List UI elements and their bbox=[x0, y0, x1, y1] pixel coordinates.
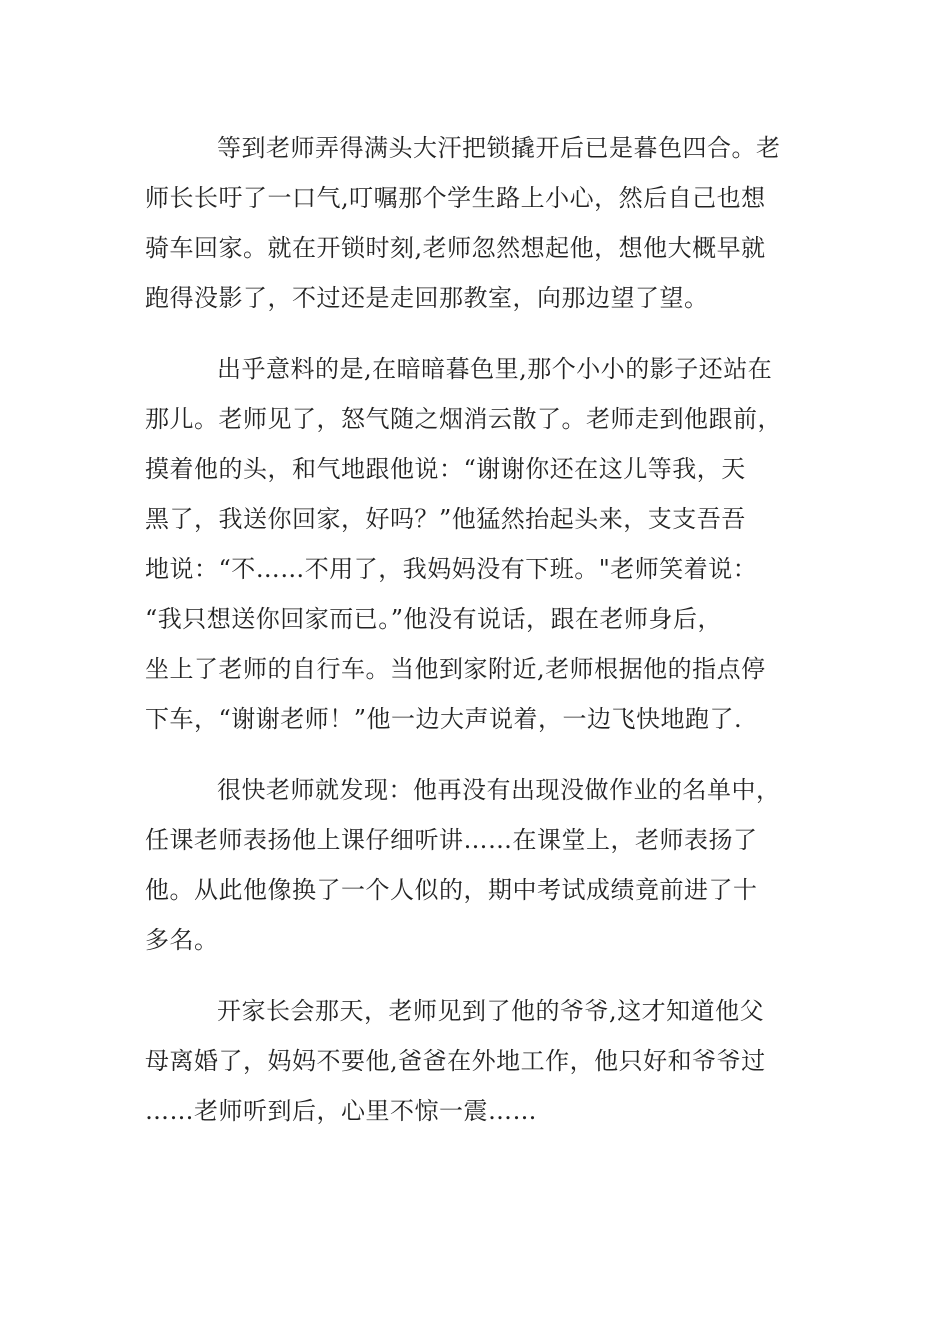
paragraph-line: “我只想送你回家而已。”他没有说话，跟在老师身后， bbox=[145, 605, 723, 633]
paragraph-line: 黑了，我送你回家，好吗？”他猛然抬起头来，支支吾吾 bbox=[145, 505, 746, 533]
paragraph-line: 很快老师就发现：他再没有出现没做作业的名单中， bbox=[217, 776, 781, 804]
paragraph-line: 坐上了老师的自行车。当他到家附近,老师根据他的指点停 bbox=[145, 655, 766, 683]
paragraph-line: 他。从此他像换了一个人似的，期中考试成绩竟前进了十 bbox=[145, 876, 758, 904]
paragraph-line: 多名。 bbox=[145, 926, 219, 954]
paragraph-line: 等到老师弄得满头大汗把锁撬开后已是暮色四合。老 bbox=[217, 134, 781, 162]
paragraph-line: 任课老师表扬他上课仔细听讲……在课堂上，老师表扬了 bbox=[145, 826, 758, 854]
paragraph-line: ……老师听到后，心里不惊一震…… bbox=[145, 1097, 537, 1125]
paragraph-line: 那儿。老师见了，怒气随之烟消云散了。老师走到他跟前， bbox=[145, 405, 782, 433]
paragraph-line: 骑车回家。就在开锁时刻,老师忽然想起他，想他大概早就 bbox=[145, 234, 766, 262]
paragraph-line: 母离婚了，妈妈不要他,爸爸在外地工作，他只好和爷爷过 bbox=[145, 1047, 766, 1075]
paragraph-line: 下车，“谢谢老师！”他一边大声说着，一边飞快地跑了. bbox=[145, 705, 743, 733]
paragraph-line: 出乎意料的是,在暗暗暮色里,那个小小的影子还站在 bbox=[217, 355, 773, 383]
paragraph-line: 师长长吁了一口气,叮嘱那个学生路上小心，然后自己也想 bbox=[145, 184, 766, 212]
paragraph-line: 摸着他的头，和气地跟他说：“谢谢你还在这儿等我，天 bbox=[145, 455, 746, 483]
paragraph-line: 地说：“不……不用了，我妈妈没有下班。"老师笑着说： bbox=[145, 555, 758, 583]
paragraph-line: 跑得没影了，不过还是走回那教室，向那边望了望。 bbox=[145, 284, 709, 312]
paragraph-line: 开家长会那天，老师见到了他的爷爷,这才知道他父 bbox=[217, 997, 765, 1025]
